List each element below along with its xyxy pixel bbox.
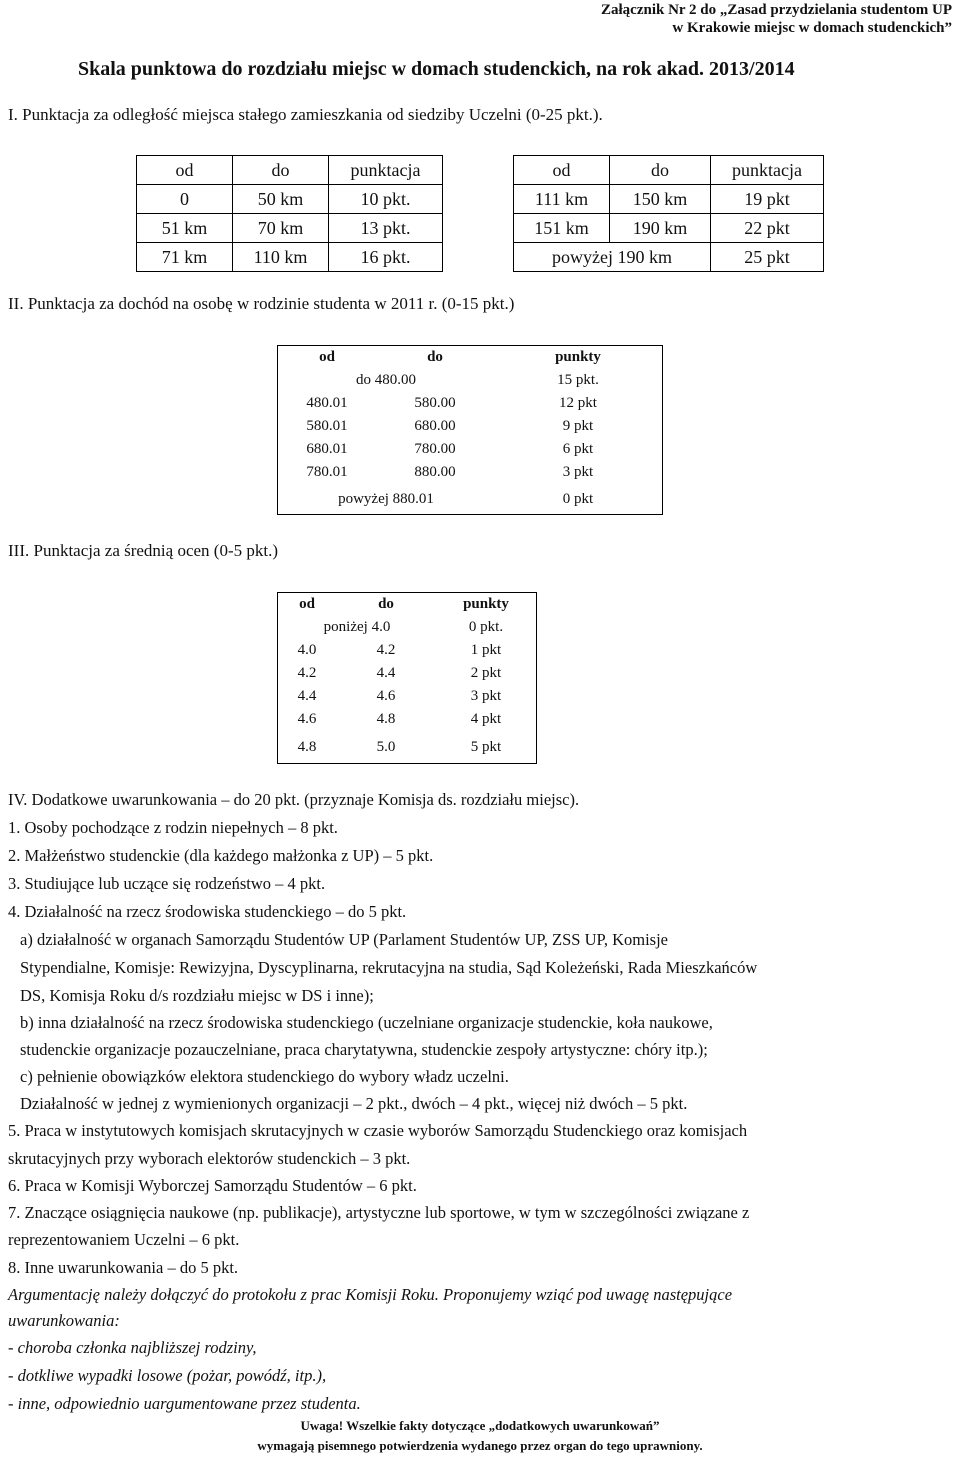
section4-heading: IV. Dodatkowe uwarunkowania – do 20 pkt. (przyznaje Komisja ds. rozdziału miejsc). xyxy=(8,790,580,809)
header-cell: do xyxy=(378,596,394,612)
table-cell: 110 km xyxy=(233,243,329,272)
table-cell: do 480.00 xyxy=(356,372,416,388)
table-cell: 4.0 xyxy=(297,642,317,658)
table-cell: 4.6 xyxy=(297,711,317,727)
section4-item: 8. Inne uwarunkowania – do 5 pkt. xyxy=(8,1258,239,1277)
distance-table-right xyxy=(513,155,824,272)
table-cell: 4.8 xyxy=(376,711,396,727)
table-row xyxy=(278,731,537,764)
table-row xyxy=(514,214,824,243)
table-cell: 4 pkt xyxy=(470,711,502,727)
header-cell: od xyxy=(137,156,233,185)
table-cell: powyżej 880.01 xyxy=(338,490,434,507)
header-cell: do xyxy=(427,349,443,365)
italic-note: - choroba członka najbliższej rodziny, xyxy=(8,1338,257,1357)
section4-item: 7. Znaczące osiągnięcia naukowe (np. publikacje), artystyczne lub sportowe, w tym w szczególności związane z xyxy=(8,1203,750,1222)
table-cell: 50 km xyxy=(233,185,329,214)
section4-subitem: b) inna działalność na rzecz środowiska studenckiego (uczelniane organizacje studenckie, koła naukowe, xyxy=(20,1013,713,1032)
table-cell: 22 pkt xyxy=(711,214,824,243)
table-cell: 4.4 xyxy=(376,665,396,681)
section1-heading: I. Punktacja za odległość miejsca stałego zamieszkania od siedziby Uczelni (0-25 pkt.). xyxy=(8,105,603,124)
annex-header-line2: w Krakowie miejsc w domach studenckich” xyxy=(672,20,952,36)
header-cell: od xyxy=(299,596,315,612)
header-cell: punkty xyxy=(463,596,509,612)
table-cell: 15 pkt. xyxy=(557,372,599,388)
table-cell: poniżej 4.0 xyxy=(323,619,391,635)
table-cell: 12 pkt xyxy=(559,395,597,411)
table-cell: 2 pkt xyxy=(470,665,502,681)
table-cell: 4.8 xyxy=(297,738,317,755)
table-cell: 780.00 xyxy=(414,441,456,457)
table-cell: 111 km xyxy=(514,185,610,214)
table-cell: 0 pkt xyxy=(562,490,594,507)
section4-item: 6. Praca w Komisji Wyborczej Samorządu Studentów – 6 pkt. xyxy=(8,1176,417,1195)
annex-header-line1: Załącznik Nr 2 do „Zasad przydzielania studentom UP xyxy=(601,2,952,18)
section4-subitem: Stypendialne, Komisje: Rewizyjna, Dyscyplinarna, rekrutacyjna na studia, Sąd Koleżeński, Rada Mieszkańców xyxy=(20,958,758,977)
table-row xyxy=(137,243,443,272)
table-cell: 0 xyxy=(137,185,233,214)
table-row xyxy=(278,616,537,639)
table-cell: 190 km xyxy=(610,214,711,243)
table-cell: 5 pkt xyxy=(470,738,502,755)
table-cell: 880.00 xyxy=(414,464,456,480)
table-row xyxy=(278,662,537,685)
table-header-row xyxy=(137,156,443,185)
section4-subitem: a) działalność w organach Samorządu Studentów UP (Parlament Studentów UP, ZSS UP, Komisje xyxy=(20,930,669,949)
table-row xyxy=(278,708,537,731)
header-cell: do xyxy=(233,156,329,185)
header-cell: punktacja xyxy=(711,156,824,185)
section4-item: 3. Studiujące lub uczące się rodzeństwo – 4 pkt. xyxy=(8,874,326,893)
italic-note: uwarunkowania: xyxy=(8,1311,120,1330)
grades-table xyxy=(277,592,537,764)
table-row xyxy=(278,369,663,392)
table-cell: 70 km xyxy=(233,214,329,243)
table-cell: 9 pkt xyxy=(562,418,594,434)
table-cell: 3 pkt xyxy=(470,688,502,704)
table-cell: 580.01 xyxy=(306,418,348,434)
header-cell: od xyxy=(319,349,335,365)
document-title: Skala punktowa do rozdziału miejsc w domach studenckich, na rok akad. 2013/2014 xyxy=(78,58,795,80)
section3-heading: III. Punktacja za średnią ocen (0-5 pkt.) xyxy=(8,541,278,560)
table-row xyxy=(137,214,443,243)
table-cell: 13 pkt. xyxy=(329,214,443,243)
header-cell: od xyxy=(514,156,610,185)
table-cell: 1 pkt xyxy=(470,642,502,658)
table-cell: 71 km xyxy=(137,243,233,272)
table-cell: 680.01 xyxy=(306,441,348,457)
table-row xyxy=(137,185,443,214)
table-cell: 4.2 xyxy=(376,642,396,658)
table-header-row xyxy=(278,593,537,617)
table-cell: powyżej 190 km xyxy=(514,243,711,272)
table-row xyxy=(278,438,663,461)
header-cell: punkty xyxy=(555,349,601,365)
table-row xyxy=(278,392,663,415)
section4-subitem: c) pełnienie obowiązków elektora studenckiego do wybory władz uczelni. xyxy=(20,1067,509,1086)
section4-item: 1. Osoby pochodzące z rodzin niepełnych – 8 pkt. xyxy=(8,818,338,837)
table-header-row xyxy=(514,156,824,185)
italic-note: - inne, odpowiednio uargumentowane przez studenta. xyxy=(8,1394,361,1413)
table-cell: 6 pkt xyxy=(562,441,594,457)
table-cell: 51 km xyxy=(137,214,233,243)
section2-heading: II. Punktacja za dochód na osobę w rodzinie studenta w 2011 r. (0-15 pkt.) xyxy=(8,294,515,313)
table-row xyxy=(514,185,824,214)
table-cell: 16 pkt. xyxy=(329,243,443,272)
table-cell: 19 pkt xyxy=(711,185,824,214)
table-cell: 680.00 xyxy=(414,418,456,434)
income-table xyxy=(277,345,663,515)
section4-item: 4. Działalność na rzecz środowiska studenckiego – do 5 pkt. xyxy=(8,902,407,921)
footer-note-line2: wymagają pisemnego potwierdzenia wydanego przez organ do tego uprawniony. xyxy=(257,1438,703,1453)
section4-item: skrutacyjnych przy wyborach elektorów studenckich – 3 pkt. xyxy=(8,1149,411,1168)
table-cell: 5.0 xyxy=(376,738,396,755)
table-row xyxy=(278,461,663,484)
table-cell: 780.01 xyxy=(306,464,348,480)
italic-note: Argumentację należy dołączyć do protokołu z prac Komisji Roku. Proponujemy wziąć pod uwagę następujące xyxy=(8,1285,733,1304)
table-row xyxy=(278,685,537,708)
distance-table-left xyxy=(136,155,443,272)
table-cell: 4.6 xyxy=(376,688,396,704)
header-cell: do xyxy=(610,156,711,185)
section4-subitem: DS, Komisja Roku d/s rozdziału miejsc w DS i inne); xyxy=(20,986,374,1005)
table-cell: 151 km xyxy=(514,214,610,243)
table-row xyxy=(278,415,663,438)
table-cell: 25 pkt xyxy=(711,243,824,272)
section4-subitem: studenckie organizacje pozauczelniane, praca charytatywna, studenckie zespoły artystyczne: chóry itp.); xyxy=(20,1040,708,1059)
table-cell: 4.4 xyxy=(297,688,317,704)
table-cell: 10 pkt. xyxy=(329,185,443,214)
section4-subitem: Działalność w jednej z wymienionych organizacji – 2 pkt., dwóch – 4 pkt., więcej niż dwóch – 5 pkt. xyxy=(20,1094,688,1113)
table-row xyxy=(278,484,663,515)
table-cell: 480.01 xyxy=(306,395,348,411)
table-cell: 150 km xyxy=(610,185,711,214)
table-cell: 580.00 xyxy=(414,395,456,411)
footer-note-line1: Uwaga! Wszelkie fakty dotyczące „dodatkowych uwarunkowań” xyxy=(300,1418,660,1433)
table-header-row xyxy=(278,346,663,370)
table-row xyxy=(278,639,537,662)
table-cell: 0 pkt. xyxy=(468,619,504,635)
header-cell: punktacja xyxy=(329,156,443,185)
table-row xyxy=(514,243,824,272)
table-cell: 3 pkt xyxy=(562,464,594,480)
italic-note: - dotkliwe wypadki losowe (pożar, powódź, itp.), xyxy=(8,1366,327,1385)
section4-item: 2. Małżeństwo studenckie (dla każdego małżonka z UP) – 5 pkt. xyxy=(8,846,434,865)
table-cell: 4.2 xyxy=(297,665,317,681)
section4-item: 5. Praca w instytutowych komisjach skrutacyjnych w czasie wyborów Samorządu Studenckiego oraz komisjach xyxy=(8,1121,748,1140)
section4-item: reprezentowaniem Uczelni – 6 pkt. xyxy=(8,1230,240,1249)
